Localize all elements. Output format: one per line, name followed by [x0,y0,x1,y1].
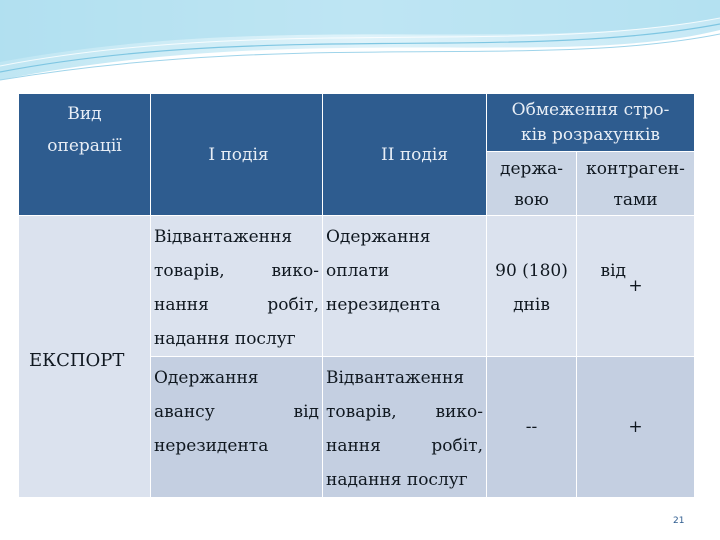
header-operation-type-line2: операції [47,136,122,156]
row1-state-limit [487,216,577,357]
row2-event2-text [323,357,486,497]
row2-event2-word-execution: нання [326,436,381,456]
header-operation-type-line1: Вид [67,104,102,124]
row1-event1-word-goods: товарів, [154,261,225,281]
row2-counterparty-limit: + [577,357,695,498]
row1-event1-word-works: робіт, [267,295,319,315]
row1-event1-line3 [154,288,319,322]
header-settlement-limits-line2: ків розрахунків [521,124,660,145]
row2-state-limit: -- [487,357,577,498]
header-operation-type [19,94,151,216]
page-number: 21 [673,516,685,526]
row2-event1-word-from: від [293,402,319,422]
row1-event1 [151,216,323,357]
row2-event2-line2 [326,395,483,429]
row1-state-limit-text [487,216,576,322]
row2-event1-line1: Одержання [154,368,259,388]
row2-event1-word-advance: авансу [154,402,215,422]
row2-event2 [323,357,487,498]
operation-type-export: ЕКСПОРТ [29,349,125,371]
row2-event2-line3 [326,429,483,463]
operation-type-cell [19,216,151,498]
row1-event1-text [151,216,322,356]
header-counterparty-limit [577,152,695,216]
row1-event1-line2 [154,254,319,288]
export-table [18,93,695,498]
row1-event2-line3: нерезидента [326,295,441,315]
row1-event2-word-payment: оплати [326,261,390,281]
row2-event1-line3: нерезидента [154,436,269,456]
header-state-limit [487,152,577,216]
row2-event2-word-performance: вико- [435,402,483,422]
row1-event2-line1: Одержання [326,227,431,247]
header-settlement-limits-line1: Обмеження стро- [511,99,670,120]
row2-event2-word-works: робіт, [431,436,483,456]
row2-event1-line2 [154,395,319,429]
header-state-limit-line2: вою [514,190,549,210]
row1-event2-word-from: від [600,261,626,281]
header-counterparty-limit-line2: тами [613,190,658,210]
row1-event1-word-performance: вико- [271,261,319,281]
row1-event1-word-execution: нання [154,295,209,315]
row2-event2-line4: надання послуг [326,470,468,490]
row1-counterparty-limit: + [577,216,695,357]
row2-event2-line1: Відвантаження [326,368,465,388]
header-settlement-limits [487,94,695,152]
header-state-limit-line1: держа- [500,159,563,179]
row1-event1-line4: надання послуг [154,329,296,349]
row2-event1 [151,357,323,498]
header-counterparty-limit-line1: контраген- [586,159,685,179]
row1-state-limit-unit: днів [513,295,550,315]
row1-event1-line1: Відвантаження [154,227,293,247]
decorative-wave-header [0,0,720,90]
header-event-1: І подія [151,94,323,216]
header-event-2: ІІ подія [323,94,487,216]
row2-event1-text [151,357,322,463]
row1-state-limit-value: 90 (180) [495,261,568,281]
row2-event2-word-goods: товарів, [326,402,397,422]
